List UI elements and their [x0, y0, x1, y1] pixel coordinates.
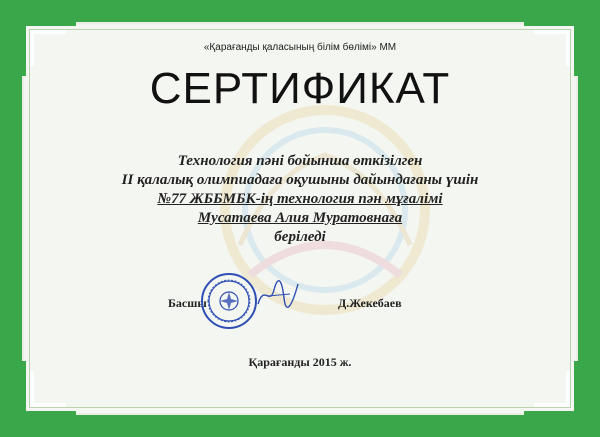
certificate-body — [60, 152, 540, 247]
round-seal-icon — [200, 272, 258, 330]
corner-ornament-bottom-right — [524, 361, 584, 421]
corner-ornament-bottom-left — [16, 361, 76, 421]
signatory-name: Д.Жекебаев — [338, 296, 402, 310]
body-line-3: №77 ЖББМБК-ің технология пән мұғалімі — [157, 191, 443, 207]
organization-name: «Қарағанды қаласының білім бөлімі» ММ — [203, 42, 397, 53]
certificate-title: СЕРТИФИКАТ — [149, 64, 451, 113]
body-line-2: II қалалық олимпиадаға оқушыны дайындағаны үшін — [121, 172, 479, 188]
body-line-1: Технология пәні бойынша өткізілген — [177, 153, 423, 169]
handwritten-signature-icon — [254, 276, 304, 312]
place-and-year: Қарағанды 2015 ж. — [248, 355, 352, 369]
recipient-name: Мусатаева Алия Муратовнаға — [197, 210, 403, 226]
body-line-5: беріледі — [274, 229, 326, 245]
signatory-title: Басшы — [168, 296, 207, 310]
